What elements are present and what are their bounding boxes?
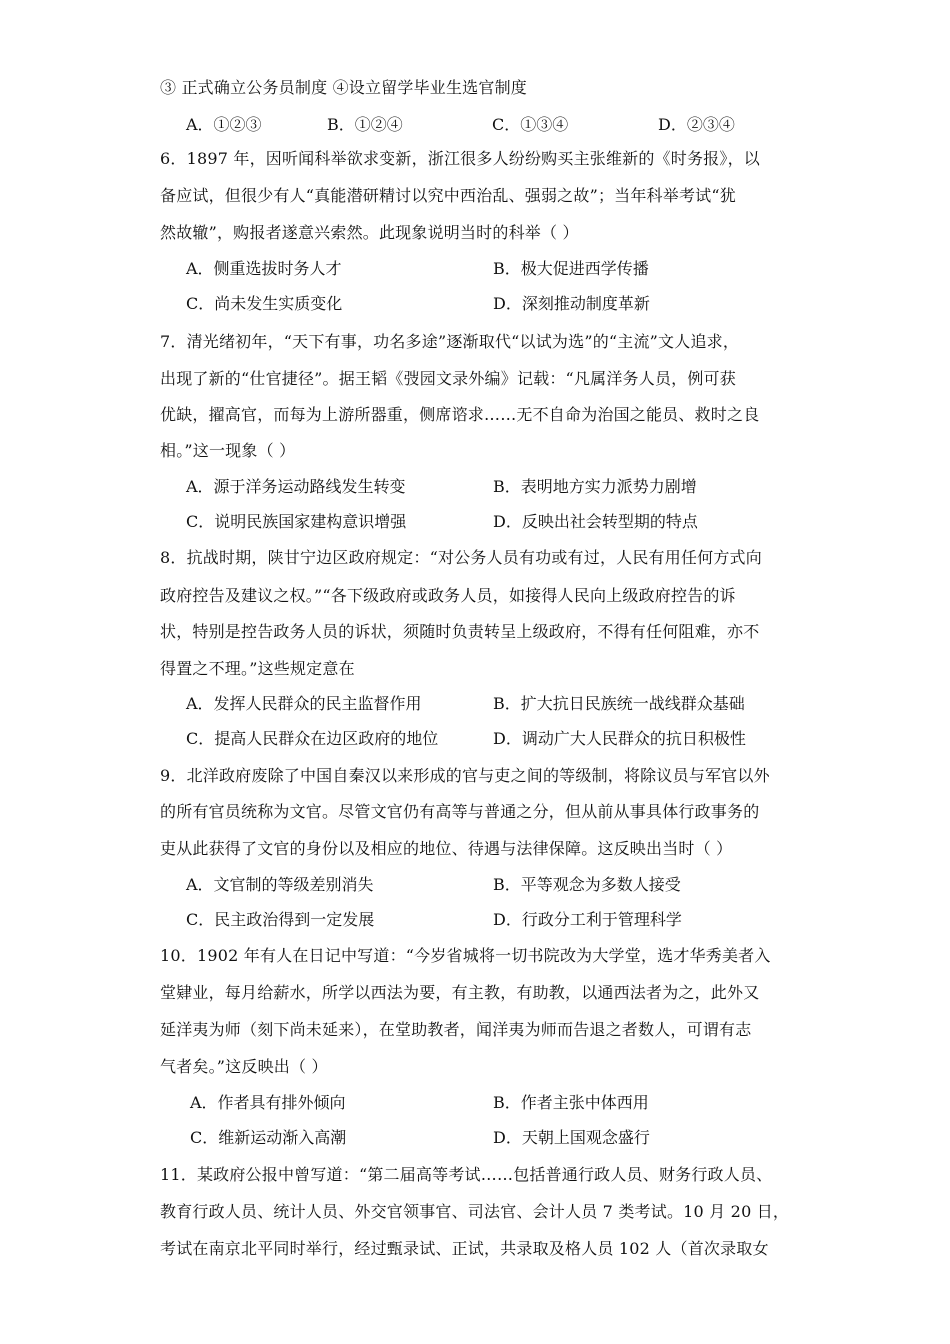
q7-stem-line-2: 出现了新的“仕官捷径”。据王韬《弢园文录外编》记载：“凡属洋务人员，例可获	[160, 369, 736, 388]
q7-option-c: C．说明民族国家建构意识增强	[186, 512, 407, 531]
q10-option-c: C．维新运动渐入高潮	[190, 1128, 347, 1147]
q9-stem-line-1: 9．北洋政府废除了中国自秦汉以来形成的官与吏之间的等级制，将除议员与军官以外	[160, 766, 770, 785]
q5-option-d: D．②③④	[658, 115, 735, 134]
q8-stem-line-1: 8．抗战时期，陕甘宁边区政府规定：“对公务人员有功或有过，人民有用任何方式向	[160, 548, 762, 567]
question-5-continuation: ③ 正式确立公务员制度 ④设立留学毕业生选官制度	[160, 78, 527, 97]
q6-stem-line-2: 备应试，但很少有人“真能潜研精讨以究中西治乱、强弱之故”；当年科举考试“犹	[160, 186, 736, 205]
q8-stem-line-4: 得置之不理。”这些规定意在	[160, 659, 355, 678]
q11-stem-line-3: 考试在南京北平同时举行，经过甄录试、正试，共录取及格人员 102 人（首次录取女	[160, 1239, 769, 1258]
q10-option-b: B．作者主张中体西用	[493, 1093, 649, 1112]
q6-stem-line-3: 然故辙”，购报者遂意兴索然。此现象说明当时的科举（ ）	[160, 223, 579, 242]
q8-option-c: C．提高人民群众在边区政府的地位	[186, 729, 439, 748]
q9-option-c: C．民主政治得到一定发展	[186, 910, 375, 929]
q9-stem-line-2: 的所有官员统称为文官。尽管文官仍有高等与普通之分，但从前从事具体行政事务的	[160, 802, 760, 821]
q9-option-b: B．平等观念为多数人接受	[493, 875, 681, 894]
q9-option-d: D．行政分工利于管理科学	[493, 910, 682, 929]
q5-option-c: C．①③④	[492, 115, 569, 134]
q7-stem-line-4: 相。”这一现象（ ）	[160, 441, 296, 460]
q7-stem-line-1: 7．清光绪初年，“天下有事，功名多途”逐渐取代“以试为选”的“主流”文人追求，	[160, 332, 740, 351]
q5-option-a: A．①②③	[186, 115, 262, 134]
q7-option-b: B．表明地方实力派势力剧增	[493, 477, 697, 496]
q10-stem-line-4: 气者矣。”这反映出（ ）	[160, 1057, 328, 1076]
q10-option-d: D．天朝上国观念盛行	[493, 1128, 650, 1147]
q6-option-b: B．极大促进西学传播	[493, 259, 649, 278]
q11-stem-line-2: 教育行政人员、统计人员、外交官领事官、司法官、会计人员 7 类考试。10 月 20 日，	[160, 1202, 790, 1221]
q7-option-d: D．反映出社会转型期的特点	[493, 512, 698, 531]
q9-stem-line-3: 吏从此获得了文官的身份以及相应的地位、待遇与法律保障。这反映出当时（ ）	[160, 839, 733, 858]
q8-option-a: A．发挥人民群众的民主监督作用	[186, 694, 422, 713]
q9-option-a: A．文官制的等级差别消失	[186, 875, 374, 894]
q5-option-b: B．①②④	[327, 115, 403, 134]
q6-stem-line-1: 6．1897 年，因听闻科举欲求变新，浙江很多人纷纷购买主张维新的《时务报》，以	[160, 149, 760, 168]
q10-stem-line-2: 堂肄业，每月给薪水，所学以西法为要，有主教，有助教，以通西法者为之，此外又	[160, 983, 760, 1002]
q10-stem-line-1: 10．1902 年有人在日记中写道：“今岁省城将一切书院改为大学堂，选才华秀美者入	[160, 946, 771, 965]
q7-stem-line-3: 优缺，擢高官，而每为上游所器重，侧席谘求……无不自命为治国之能员、救时之良	[160, 405, 760, 424]
q8-option-d: D．调动广大人民群众的抗日积极性	[493, 729, 746, 748]
q11-stem-line-1: 11．某政府公报中曾写道：“第二届高等考试……包括普通行政人员、财务行政人员、	[160, 1165, 773, 1184]
q8-stem-line-2: 政府控告及建议之权。”“各下级政府或政务人员，如接得人民向上级政府控告的诉	[160, 586, 736, 605]
q8-stem-line-3: 状，特别是控告政务人员的诉状，须随时负责转呈上级政府，不得有任何阻难，亦不	[160, 622, 760, 641]
q6-option-a: A．侧重选拔时务人才	[186, 259, 342, 278]
q8-option-b: B．扩大抗日民族统一战线群众基础	[493, 694, 745, 713]
q6-option-c: C．尚未发生实质变化	[186, 294, 343, 313]
q10-stem-line-3: 延洋夷为师（刻下尚未延来），在堂助教者，闻洋夷为师而告退之者数人，可谓有志	[160, 1020, 752, 1039]
q10-option-a: A．作者具有排外倾向	[190, 1093, 346, 1112]
q6-option-d: D．深刻推动制度革新	[493, 294, 650, 313]
q7-option-a: A．源于洋务运动路线发生转变	[186, 477, 406, 496]
